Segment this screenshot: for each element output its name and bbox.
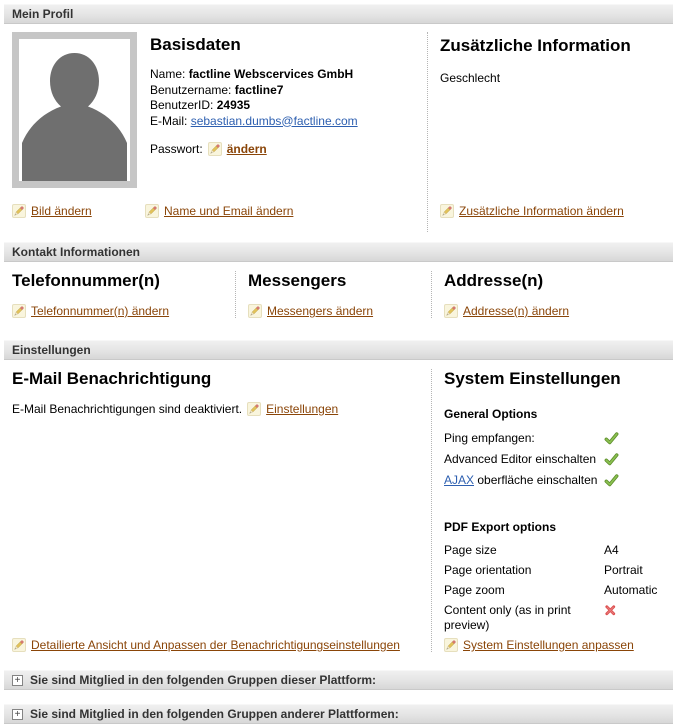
zusaetzliche-information-column [428, 32, 673, 232]
telefonnummer-column [4, 271, 236, 318]
ping-row [444, 430, 673, 446]
email-row [150, 114, 358, 130]
email-benachrichtigung-column [4, 369, 432, 652]
plus-glyph: + [14, 708, 21, 720]
email-label: E-Mail: [150, 113, 188, 128]
email-link[interactable]: sebastian.dumbs@factline.com [190, 113, 358, 128]
section-header-mein-profil [4, 4, 673, 24]
system-edit-row [444, 638, 673, 652]
benachrichtigung-edit-row [12, 638, 431, 652]
plus-glyph: + [14, 674, 21, 686]
page-zoom-label: Page zoom [444, 583, 505, 597]
cross-icon [604, 604, 617, 617]
system-einstellungen-column [432, 369, 673, 652]
check-icon [604, 452, 619, 467]
einstellungen-section [4, 360, 673, 662]
pencil-icon [444, 304, 458, 318]
ajax-row [444, 472, 673, 488]
advanced-editor-row [444, 451, 673, 467]
page-size-row [444, 543, 673, 558]
einstellungen-inline-link[interactable]: Einstellungen [266, 402, 339, 416]
page-zoom-row [444, 583, 673, 598]
addresse-aendern [444, 304, 673, 318]
expand-plus-icon[interactable] [12, 709, 23, 720]
groups-platform-title: Sie sind Mitglied in den folgenden Gruppen dieser Plattform: [30, 673, 377, 687]
password-change-link[interactable]: ändern [226, 142, 267, 156]
userid-row [150, 98, 358, 114]
zusatz-info-aendern [440, 204, 624, 218]
profile-edit-links-row [12, 188, 427, 232]
content-only-label: Content only (as in print preview) [444, 603, 571, 632]
name-value: factline Webscervices GmbH [188, 67, 354, 81]
name-email-aendern [145, 204, 293, 218]
section-header-kontakt [4, 242, 673, 262]
basisdaten-title: Basisdaten [150, 35, 241, 54]
pencil-icon [12, 204, 26, 218]
geschlecht-label: Geschlecht [440, 71, 501, 85]
page-orientation-value: Portrait [604, 563, 643, 577]
basisdaten-block [150, 32, 358, 188]
section-title-einstellungen: Einstellungen [12, 343, 91, 357]
messengers-column [236, 271, 432, 318]
section-header-einstellungen [4, 340, 673, 360]
section-title-kontakt: Kontakt Informationen [12, 245, 140, 259]
bild-aendern-link[interactable]: Bild ändern [31, 204, 92, 218]
bild-aendern [12, 204, 145, 218]
messengers-aendern [248, 304, 431, 318]
pencil-icon [444, 638, 458, 652]
profile-page [0, 4, 677, 721]
username-value: factline7 [234, 82, 284, 97]
expand-plus-icon[interactable] [12, 675, 23, 686]
system-einstellungen-title: System Einstellungen [444, 369, 621, 388]
userid-label: BenutzerID: [150, 98, 214, 112]
pencil-icon [208, 142, 222, 156]
email-benachrichtigung-title: E-Mail Benachrichtigung [12, 369, 212, 388]
zusatz-edit-row [440, 188, 673, 232]
username-label: Benutzername: [150, 82, 232, 97]
password-row [150, 142, 358, 156]
addresse-aendern-link[interactable]: Addresse(n) ändern [463, 304, 570, 318]
section-title-mein-profil: Mein Profil [12, 7, 74, 21]
zusatz-info-aendern-link[interactable]: Zusätzliche Information ändern [459, 204, 624, 218]
pencil-icon [440, 204, 454, 218]
pencil-icon [248, 304, 262, 318]
pencil-icon [247, 402, 261, 416]
telefonnummer-aendern [12, 304, 235, 318]
groups-other-header[interactable] [4, 704, 673, 724]
pencil-icon [145, 204, 159, 218]
pencil-icon [12, 638, 26, 652]
name-row [150, 67, 358, 83]
name-email-aendern-link[interactable]: Name und Email ändern [164, 204, 294, 218]
advanced-editor-label: Advanced Editor einschalten [444, 451, 597, 466]
benachrichtigung-detail [12, 638, 400, 652]
name-label: Name: [150, 67, 186, 81]
pencil-icon [12, 304, 26, 318]
kontakt-section [4, 262, 673, 332]
addresse-title: Addresse(n) [444, 271, 544, 290]
password-label: Passwort: [150, 142, 203, 156]
content-only-row [444, 603, 673, 633]
basisdaten-column [4, 32, 428, 232]
zusatz-info-title: Zusätzliche Information [440, 36, 631, 55]
system-anpassen [444, 638, 634, 652]
profile-photo [12, 32, 137, 188]
system-anpassen-link[interactable]: System Einstellungen anpassen [463, 638, 634, 652]
check-icon [604, 431, 619, 446]
username-row [150, 83, 358, 99]
page-zoom-value: Automatic [604, 583, 658, 597]
page-size-label: Page size [444, 543, 497, 557]
userid-value: 24935 [216, 98, 251, 112]
ajax-label [444, 473, 604, 488]
ajax-link[interactable]: AJAX [444, 472, 475, 487]
pdf-export-title: PDF Export options [444, 520, 556, 534]
profile-top-row [12, 32, 427, 188]
email-status-line [12, 402, 431, 416]
general-options-title: General Options [444, 407, 538, 421]
benachrichtigung-detail-link[interactable]: Detailierte Ansicht und Anpassen der Benachrichtigungseinstellungen [31, 638, 400, 652]
addresse-column [432, 271, 673, 318]
messengers-aendern-link[interactable]: Messengers ändern [267, 304, 374, 318]
telefonnummer-aendern-link[interactable]: Telefonnummer(n) ändern [31, 304, 170, 318]
groups-other-title: Sie sind Mitglied in den folgenden Gruppen anderer Plattformen: [30, 707, 399, 721]
telefonnummer-title: Telefonnummer(n) [12, 271, 160, 290]
avatar-silhouette-icon [19, 39, 130, 181]
groups-platform-header[interactable] [4, 670, 673, 690]
mein-profil-section [4, 24, 673, 232]
messengers-title: Messengers [248, 271, 347, 290]
email-status-text: E-Mail Benachrichtigungen sind deaktiviert. [12, 402, 243, 416]
check-icon [604, 473, 619, 488]
ajax-label-rest: oberfläche einschalten [477, 472, 598, 487]
ping-label: Ping empfangen: [444, 430, 535, 445]
page-orientation-label: Page orientation [444, 563, 532, 577]
page-size-value: A4 [604, 543, 619, 557]
page-orientation-row [444, 563, 673, 578]
